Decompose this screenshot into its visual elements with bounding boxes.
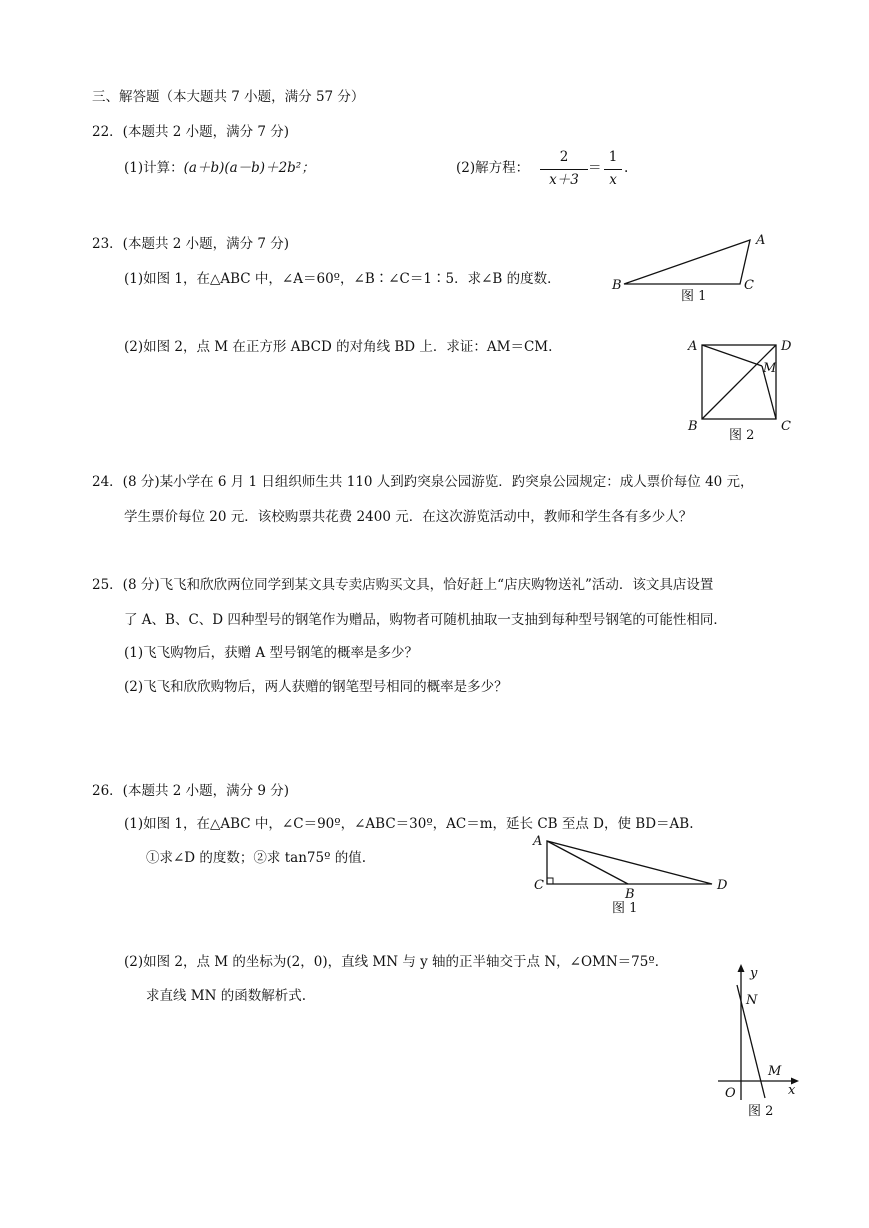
q22-part1-prefix: (1)计算： (124, 160, 184, 176)
q23-fig2-label-c: C (781, 419, 791, 434)
q22-fraction-left-numerator: 2 (559, 149, 569, 165)
q26-fig2-label-o: O (725, 1086, 736, 1101)
q23-part2: (2)如图 2，点 M 在正方形 ABCD 的对角线 BD 上．求证：AM＝CM. (124, 339, 553, 355)
q26-part2-subquestion: 求直线 MN 的函数解析式. (146, 988, 307, 1004)
q23-fig2-label-a: A (688, 339, 698, 354)
q26-fig1-caption: 图 1 (612, 901, 638, 916)
section-header: 三、解答题（本大题共 7 小题，满分 57 分） (92, 89, 365, 105)
q22-fraction-right-denominator: x (609, 171, 617, 188)
q25-part1: (1)飞飞购物后，获赠 A 型号钢笔的概率是多少？ (124, 645, 418, 661)
q25-line2: 了 A、B、C、D 四种型号的钢笔作为赠品，购物者可随机抽取一支抽到每种型号钢笔的可能性相同． (124, 612, 727, 628)
q22-period: . (624, 160, 629, 176)
q26-fig1-label-c: C (534, 878, 544, 893)
q26-fig2-label-n: N (746, 993, 758, 1008)
q23-fig1-caption: 图 1 (681, 289, 707, 304)
q25-line1: 25．(8 分)飞飞和欣欣两位同学到某文具专卖店购买文具，恰好赶上“店庆购物送礼”活动．该文具店设置 (92, 577, 714, 593)
q22-header: 22．(本题共 2 小题，满分 7 分) (92, 124, 290, 140)
q23-fig2-label-d: D (781, 339, 792, 354)
q23-fig2-label-b: B (688, 419, 698, 434)
q23-fig1-label-c: C (744, 278, 754, 293)
q22-fraction-right-numerator: 1 (608, 149, 618, 165)
q23-fig2-label-m: M (763, 361, 777, 376)
q26-part1: (1)如图 1，在△ABC 中，∠C＝90º，∠ABC＝30º，AC＝m，延长 CB 至点 D，使 BD＝AB. (124, 816, 694, 832)
q22-part2-prefix: (2)解方程： (456, 160, 530, 176)
q22-fraction-left-denominator: x＋3 (549, 171, 579, 188)
q23-fig2-caption: 图 2 (729, 428, 755, 443)
q26-fig1-label-a: A (533, 834, 543, 849)
q26-fig1-label-b: B (625, 887, 635, 902)
q23-fig1-label-a: A (756, 233, 766, 248)
q26-fig2-y-axis-arrow (738, 964, 745, 972)
q26-fig2-label-y: y (750, 966, 758, 981)
q23-fig1-label-b: B (612, 278, 622, 293)
q26-fig1-label-d: D (717, 878, 728, 893)
q26-fig2-caption: 图 2 (748, 1104, 774, 1119)
q26-part2: (2)如图 2，点 M 的坐标为(2，0)，直线 MN 与 y 轴的正半轴交于点 N，∠OMN＝75º． (124, 954, 669, 970)
q25-part2: (2)飞飞和欣欣购物后，两人获赠的钢笔型号相同的概率是多少？ (124, 679, 508, 695)
q22-part1-expression: (a＋b)(a－b)＋2b²； (183, 160, 315, 176)
q24-line1: 24．(8 分)某小学在 6 月 1 日组织师生共 110 人到趵突泉公园游览．趵突泉公园规定：成人票价每位 40 元， (92, 474, 754, 490)
q22-equals-sign: ＝ (588, 160, 602, 176)
q26-part1-subquestions: ①求∠D 的度数；②求 tan75º 的值. (146, 850, 366, 866)
q26-header: 26．(本题共 2 小题，满分 9 分) (92, 783, 290, 799)
q23-header: 23．(本题共 2 小题，满分 7 分) (92, 236, 290, 252)
q26-fig2-label-m: M (768, 1064, 782, 1079)
q23-part1: (1)如图 1，在△ABC 中，∠A＝60º，∠B∶∠C＝1∶5．求∠B 的度数． (124, 271, 561, 287)
q24-line2: 学生票价每位 20 元．该校购票共花费 2400 元．在这次游览活动中，教师和学生各有多少人？ (124, 509, 693, 525)
q26-fig2-label-x: x (788, 1083, 796, 1098)
